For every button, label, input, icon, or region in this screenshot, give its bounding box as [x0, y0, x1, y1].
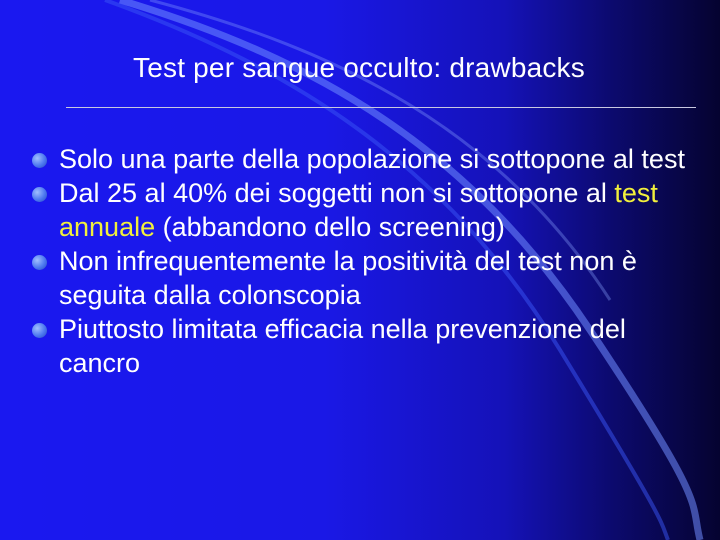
round-bullet-icon [32, 255, 47, 270]
highlighted-text: test annuale [59, 178, 658, 242]
slide-title: Test per sangue occulto: drawbacks [133, 52, 585, 83]
bullet-text-after: (abbandono dello screening) [155, 212, 505, 242]
bullet-text-before: Dal 25 al 40% dei soggetti non si sottopone al [59, 178, 615, 208]
bullet-item [32, 244, 702, 312]
round-bullet-icon [32, 323, 47, 338]
bullet-text: Non infrequentemente la positività del test non è seguita dalla colonscopia [59, 246, 637, 310]
bullet-text: Piuttosto limitata efficacia nella prevenzione del cancro [59, 314, 626, 378]
bullet-item [32, 176, 702, 244]
bullet-list [32, 142, 702, 380]
round-bullet-icon [32, 153, 47, 168]
bullet-item [32, 142, 702, 176]
round-bullet-icon [32, 187, 47, 202]
title-divider [66, 107, 696, 108]
bullet-text: Solo una parte della popolazione si sottopone al test [59, 144, 685, 174]
bullet-item [32, 312, 702, 380]
